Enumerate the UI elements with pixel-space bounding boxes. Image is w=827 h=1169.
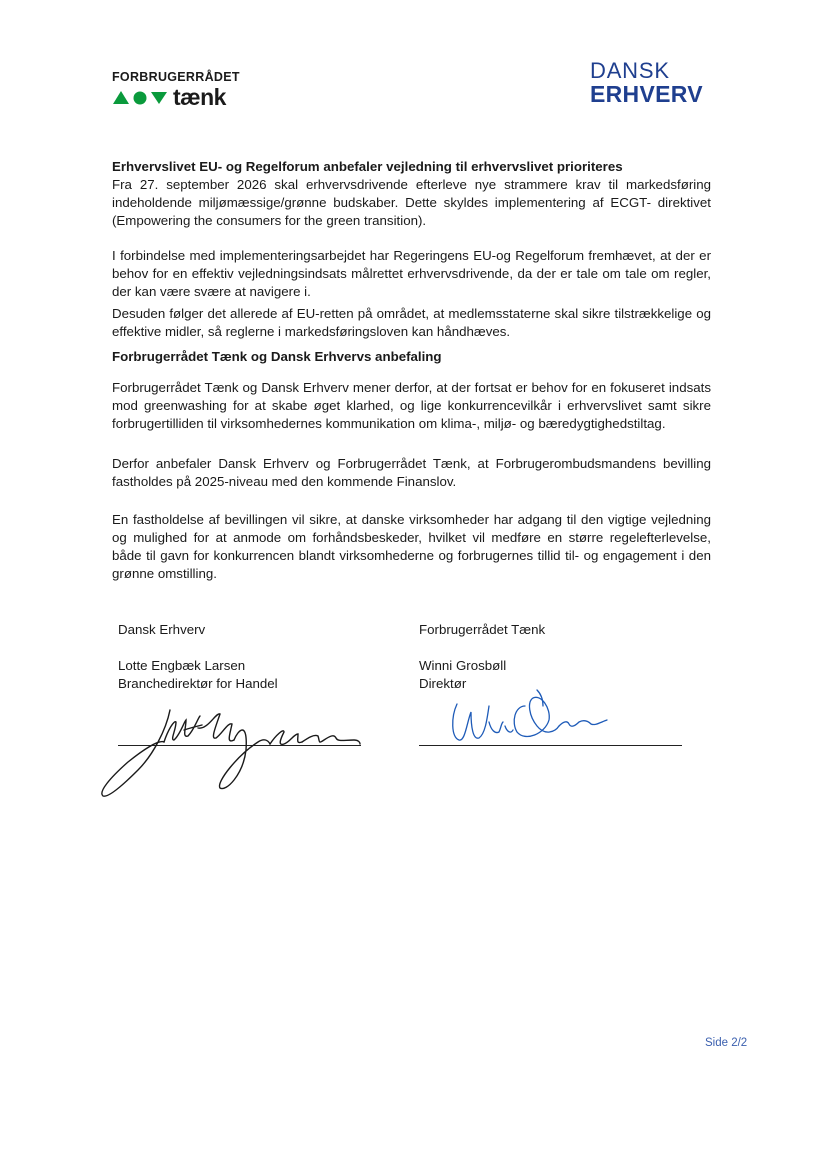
logo-line1: DANSK [590,58,670,83]
forbrugerraadet-taenk-logo [112,70,240,109]
signature-left-name: Lotte Engbæk Larsen [118,658,246,673]
logo-shapes-icon [112,89,168,105]
signature-right-name: Winni Grosbøll [419,658,507,673]
paragraph-2: I forbindelse med implementeringsarbejdet har Regeringens EU-og Regelforum fremhævet, at der er behov for en effektiv vejledningsindsats målrettet erhvervsdrivende, da der er tale om tale om regler, der kan være svære at navigere i. [112,248,711,299]
heading-eu-regelforum: Erhvervslivet EU- og Regelforum anbefaler vejledning til erhvervslivet prioriteres [112,159,623,174]
heading-anbefaling: Forbrugerrådet Tænk og Dansk Erhvervs anbefaling [112,349,442,364]
logo-top-text: FORBRUGERRÅDET [112,70,240,84]
paragraph-4: Forbrugerrådet Tænk og Dansk Erhverv mener derfor, at der fortsat er behov for en fokuseret indsats mod greenwashing for at skabe øget klarhed, og lige konkurrencevilkår i erhvervslivet samt sikre forbrugertilliden til virksomhedernes kommunikation om klima-, miljø- og bæredygtighedstiltag. [112,380,711,431]
signature-right-scribble [445,682,615,752]
dansk-erhverv-logo [590,60,703,106]
signature-right-title: Direktør [419,676,467,691]
paragraph-3: Desuden følger det allerede af EU-retten på området, at medlemsstaterne skal sikre tilstrækkelige og effektive midler, så reglerne i markedsføringsloven kan håndhæves. [112,306,711,339]
logo-word: tænk [173,84,226,110]
page-number: Side 2/2 [705,1037,748,1049]
logo-line2: ERHVERV [590,81,703,107]
signature-left-org: Dansk Erhverv [118,622,206,637]
paragraph-1: Fra 27. september 2026 skal erhvervsdrivende efterleve nye strammere krav til markedsføring indeholdende miljømæssige/grønne budskaber. Dette skyldes implementering af ECGT- direktivet (Empowering the consumers for the green transition). [112,177,711,228]
paragraph-6: En fastholdelse af bevillingen vil sikre, at danske virksomheder har adgang til den vigtige vejledning og mulighed for at anmode om forhåndsbeskeder, hvilket vil medføre en større regelefterlevelse, både til gavn for konkurrencen blandt virksomhederne og forbrugernes tillid til- og engagement i den grønne omstilling. [112,512,711,581]
signature-left-scribble [98,700,368,805]
signature-right-org: Forbrugerrådet Tænk [419,622,546,637]
paragraph-5: Derfor anbefaler Dansk Erhverv og Forbrugerrådet Tænk, at Forbrugerombudsmandens bevilling fastholdes på 2025-niveau med den kommende Finanslov. [112,456,711,489]
signature-left-title: Branchedirektør for Handel [118,676,278,691]
